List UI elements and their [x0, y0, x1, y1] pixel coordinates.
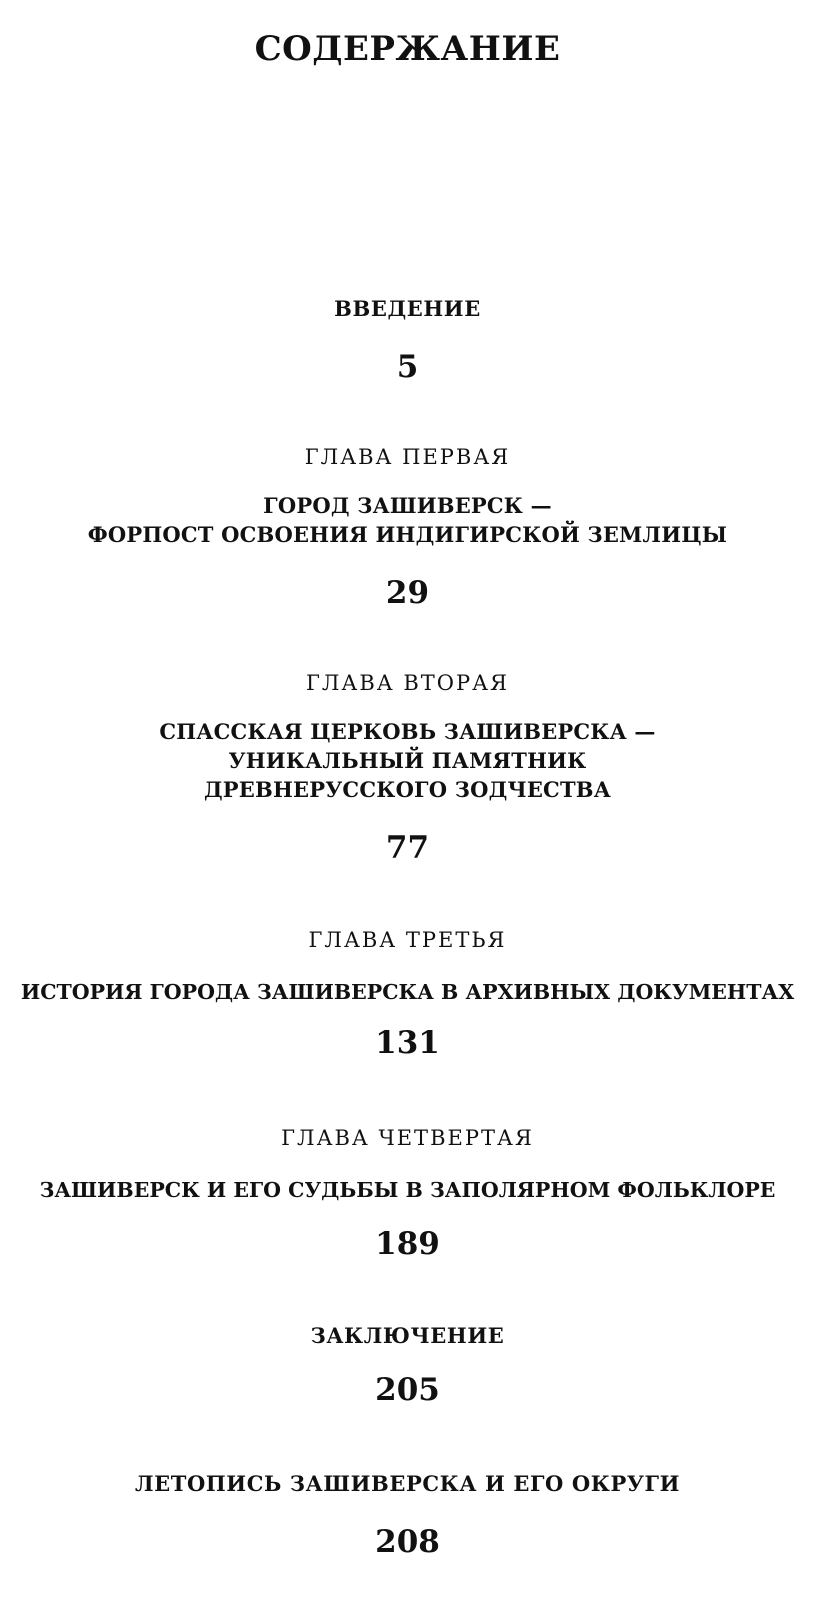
toc-entry-page-number: 77: [385, 830, 430, 866]
toc-entry-title: ЗАШИВЕРСК И ЕГО СУДЬБЫ В ЗАПОЛЯРНОМ ФОЛЬКЛОРЕ: [39, 1178, 776, 1202]
toc-title-line: УНИКАЛЬНЫЙ ПАМЯТНИК: [228, 748, 587, 773]
toc-entry-page-number: 5: [396, 349, 419, 385]
toc-entry-page-number: 131: [375, 1025, 440, 1061]
page-title: СОДЕРЖАНИЕ: [254, 29, 561, 69]
toc-chapter-label: ГЛАВА ТРЕТЬЯ: [308, 928, 507, 952]
toc-chapter-label: ГЛАВА ПЕРВАЯ: [304, 445, 511, 469]
toc-entry-title: [0, 717, 815, 804]
toc-title-line: ГОРОД ЗАШИВЕРСК —: [263, 493, 552, 518]
toc-entry-title: ИСТОРИЯ ГОРОДА ЗАШИВЕРСКА В АРХИВНЫХ ДОКУМЕНТАХ: [20, 980, 795, 1004]
toc-entry-page-number: 208: [375, 1524, 440, 1560]
toc-title-line: ФОРПОСТ ОСВОЕНИЯ ИНДИГИРСКОЙ ЗЕМЛИЦЫ: [87, 522, 728, 547]
toc-entry-title: ЛЕТОПИСЬ ЗАШИВЕРСКА И ЕГО ОКРУГИ: [134, 1471, 681, 1496]
toc-entry-title: [0, 491, 815, 549]
toc-entry-page-number: 205: [375, 1372, 440, 1408]
toc-entry-title: ЗАКЛЮЧЕНИЕ: [310, 1323, 505, 1348]
toc-chapter-label: ГЛАВА ВТОРАЯ: [306, 671, 509, 695]
toc-chapter-label: ГЛАВА ЧЕТВЕРТАЯ: [281, 1126, 534, 1150]
toc-title-line: СПАССКАЯ ЦЕРКОВЬ ЗАШИВЕРСКА —: [159, 719, 656, 744]
toc-title-line: ДРЕВНЕРУССКОГО ЗОДЧЕСТВА: [203, 777, 612, 802]
toc-entry-page-number: 29: [385, 575, 430, 611]
toc-entry-title: ВВЕДЕНИЕ: [334, 296, 481, 321]
toc-entry-page-number: 189: [375, 1226, 440, 1262]
